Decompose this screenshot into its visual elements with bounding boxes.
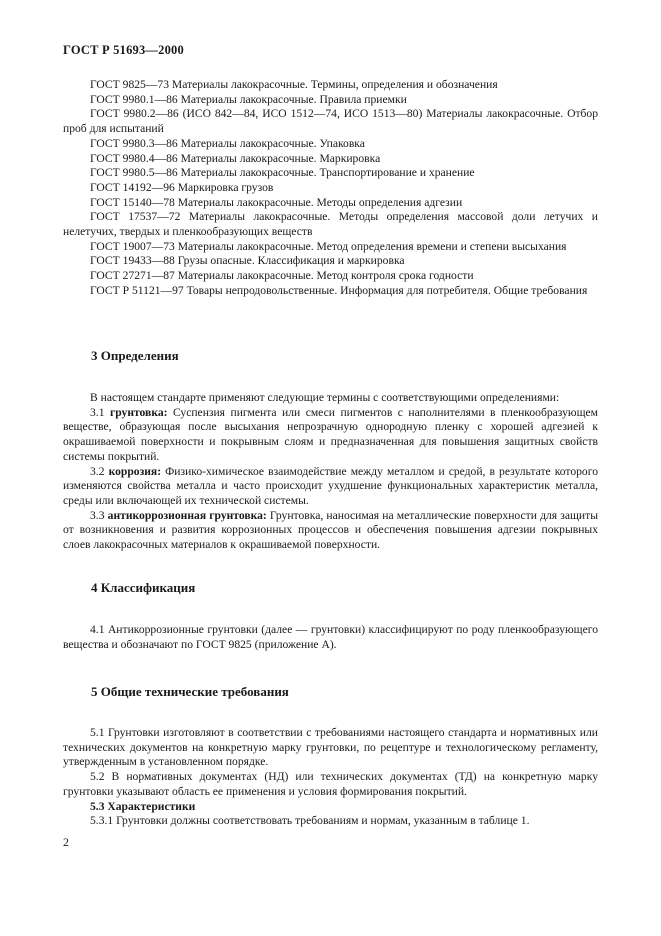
- definition-term: коррозия:: [108, 464, 162, 478]
- document-header: ГОСТ Р 51693—2000: [63, 43, 184, 57]
- reference-item: ГОСТ 9980.1—86 Материалы лакокрасочные. Правила приемки: [90, 92, 407, 106]
- reference-item: ГОСТ Р 51121—97 Товары непродовольственные. Информация для потребителя. Общие требования: [90, 283, 588, 297]
- definition-text: Суспензия пигмента или смеси пигментов с наполнителями в пленкообразующем веществе, образующая после высыхания непрозрачную однородную пленку с хорошей адгезией к окрашиваемой поверхности и покрывным слоям и предназначенная для повышения защитных свойств системы покрытий.: [63, 405, 598, 463]
- reference-item: ГОСТ 14192—96 Маркировка грузов: [90, 180, 274, 194]
- reference-item: ГОСТ 9980.4—86 Материалы лакокрасочные. Маркировка: [90, 151, 381, 165]
- reference-item: ГОСТ 17537—72 Материалы лакокрасочные. Методы определения массовой доли летучих и нелетучих, твердых и пленкообразующих веществ: [63, 210, 598, 239]
- reference-item: ГОСТ 19007—73 Материалы лакокрасочные. Метод определения времени и степени высыхания: [90, 239, 567, 253]
- reference-item: ГОСТ 9980.3—86 Материалы лакокрасочные. Упаковка: [90, 136, 365, 150]
- definition-number: 3.1: [90, 405, 110, 419]
- paragraph-4-1: 4.1 Антикоррозионные грунтовки (далее — грунтовки) классифицируют по роду пленкообразующего вещества и обозначают по ГОСТ 9825 (приложение А).: [63, 623, 598, 651]
- definition-number: 3.2: [90, 464, 109, 478]
- section-5-body: [63, 726, 598, 829]
- paragraph-5-3-1: 5.3.1 Грунтовки должны соответствовать требованиям и нормам, указанным в таблице 1.: [90, 814, 530, 828]
- definitions-intro: В настоящем стандарте применяют следующие термины с соответствующими определениями:: [90, 391, 560, 404]
- reference-item: ГОСТ 9980.2—86 (ИСО 842—84, ИСО 1512—74, ИСО 1513—80) Материалы лакокрасочные. Отбор проб для испытаний: [63, 107, 598, 136]
- section-4-heading: 4 Классификация: [91, 580, 196, 595]
- definition-anticorrosion-primer: [63, 509, 598, 553]
- definition-term: грунтовка:: [109, 405, 168, 419]
- section-3-body: [63, 391, 598, 553]
- definition-term: антикоррозионная грунтовка:: [107, 508, 267, 522]
- reference-item: ГОСТ 9980.5—86 Материалы лакокрасочные. Транспортирование и хранение: [90, 166, 475, 180]
- definition-primer: [63, 406, 598, 465]
- section-4-body: [63, 623, 598, 652]
- definition-text: Физико-химическое взаимодействие между металлом и средой, в результате которого изменяются свойства металла и часто происходит ухудшение функциональных характеристик металла, среды или включающей их технической системы.: [63, 464, 598, 507]
- reference-item: ГОСТ 15140—78 Материалы лакокрасочные. Методы определения адгезии: [90, 195, 463, 209]
- definition-text: Грунтовка, наносимая на металлические поверхности для защиты от возникновения и развития коррозионных процессов и обеспечения повышения адгезии покрывных слоев лакокрасочных материалов к окрашиваемой поверхности.: [63, 508, 598, 552]
- normative-references-list: [63, 78, 598, 299]
- definition-number: 3.3: [90, 508, 108, 522]
- definition-corrosion: [63, 465, 598, 509]
- reference-item: ГОСТ 9825—73 Материалы лакокрасочные. Термины, определения и обозначения: [90, 78, 498, 91]
- paragraph-5-2: 5.2 В нормативных документах (НД) или технических документах (ТД) на конкретную марку грунтовки указывают область ее применения и условия формирования покрытий.: [63, 770, 598, 798]
- page-number: 2: [63, 835, 69, 849]
- section-3-heading: 3 Определения: [91, 348, 179, 363]
- subsection-5-3-heading: 5.3 Характеристики: [90, 799, 196, 813]
- reference-item: ГОСТ 19433—88 Грузы опасные. Классификация и маркировка: [90, 254, 405, 268]
- section-5-heading: 5 Общие технические требования: [91, 684, 289, 699]
- reference-item: ГОСТ 27271—87 Материалы лакокрасочные. Метод контроля срока годности: [90, 269, 474, 283]
- paragraph-5-1: 5.1 Грунтовки изготовляют в соответствии с требованиями настоящего стандарта и нормативных или технических документов на конкретную марку грунтовки, по рецептуре и технологическому регламенту, утвержденным в установленном порядке.: [63, 726, 598, 769]
